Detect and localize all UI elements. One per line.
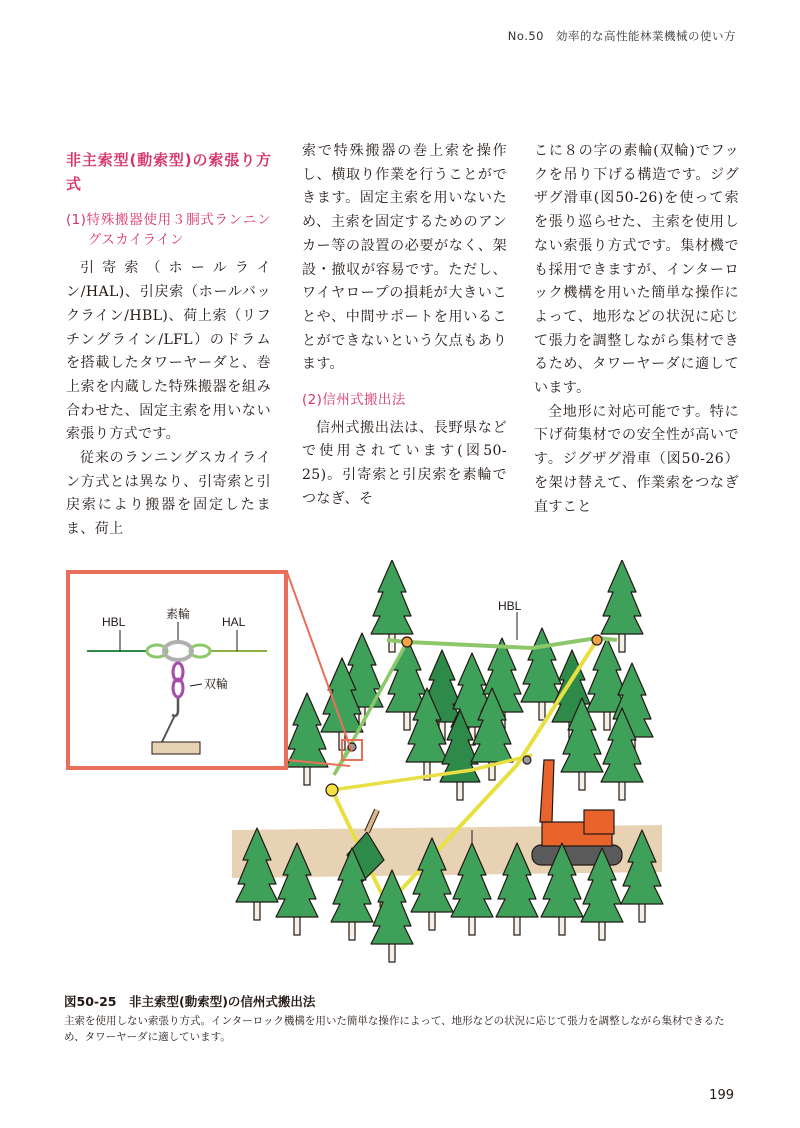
paragraph-2a: 従来のランニングスカイライン方式とは異なり、引寄索と引戻索により搬器を固定したまま、荷上 [66,450,271,538]
figure-shinshu-yarding [62,560,742,980]
figure-caption: 図50-25 非主索型(動索型)の信州式搬出法 [64,994,316,1009]
inset-label-sowa2: 双輪 [204,677,229,691]
label-hbl: HBL [498,599,522,613]
figure-description: 主索を使用しない索張り方式。インターロック機構を用いた簡単な操作によって、地形などの状況に応じて張力を調整しながら集材できるため、タワーヤーダに適しています。 [64,1015,725,1043]
text-column-1 [66,140,271,542]
pulley [402,637,412,647]
paragraph-4: 全地形に対応可能です。特に下げ荷集材での安全性が高いです。ジグザグ滑車（図50-26）を架け替えて、作業索をつなぎ直すこと [534,403,739,515]
inset-detail [68,572,286,768]
paragraph-3b: こに８の字の素輪(双輪)でフックを吊り下げる構造です。ジグザグ滑車(図50-26)を使って索を張り巡らせた、主索を使用しない索張り方式です。集材機でも採用できますが、インターロック機構を用いた簡単な操作によって、地形などの状況に応じて張力を調整しながら集材できるため、タワーヤーダに適しています。 [534,143,739,397]
subsection-title-2: (2)信州式搬出法 [302,392,406,409]
inset-label-hal: HAL [222,615,246,629]
paragraph-3a: 信州式搬出法は、長野県などで使用されています(図50-25)。引寄索と引戻索を素輪でつなぎ、そ [302,419,507,507]
section-title: 非主索型(動索型)の索張り方式 [66,151,271,193]
inset-label-sowa: 素輪 [166,607,191,621]
subsection-title-1: (1)特殊搬器使用３胴式ランニングスカイライン [66,212,271,249]
paragraph-2b: 索で特殊搬器の巻上索を操作し、横取り作業を行うことができます。固定主索を用いないため、主索を固定するためのアンカー等の設置の必要がなく、架設・撤収が容易です。ただし、ワイヤロープの損耗が大きいことや、中間サポートを用いることができないという欠点もあります。 [302,143,507,373]
figure-illustration [62,560,742,980]
tree [286,693,328,785]
pulley [523,756,531,764]
inset-label-hbl: HBL [102,615,126,629]
page-number: 199 [709,1088,734,1103]
text-column-3 [534,140,739,519]
pulley [592,635,602,645]
text-column-2 [302,140,507,512]
paragraph-1: 引寄索（ホールライン/HAL)、引戻索（ホールバックライン/HBL)、荷上索（リフチングライン/LFL）のドラムを搭載したタワーヤーダと、巻上索を内蔵した特殊搬器を組み合わせた、固定主索を用いない索張り方式です。 [66,260,271,443]
pulley [326,784,338,796]
running-header: No.50 効率的な高性能林業機械の使い方 [507,29,736,43]
